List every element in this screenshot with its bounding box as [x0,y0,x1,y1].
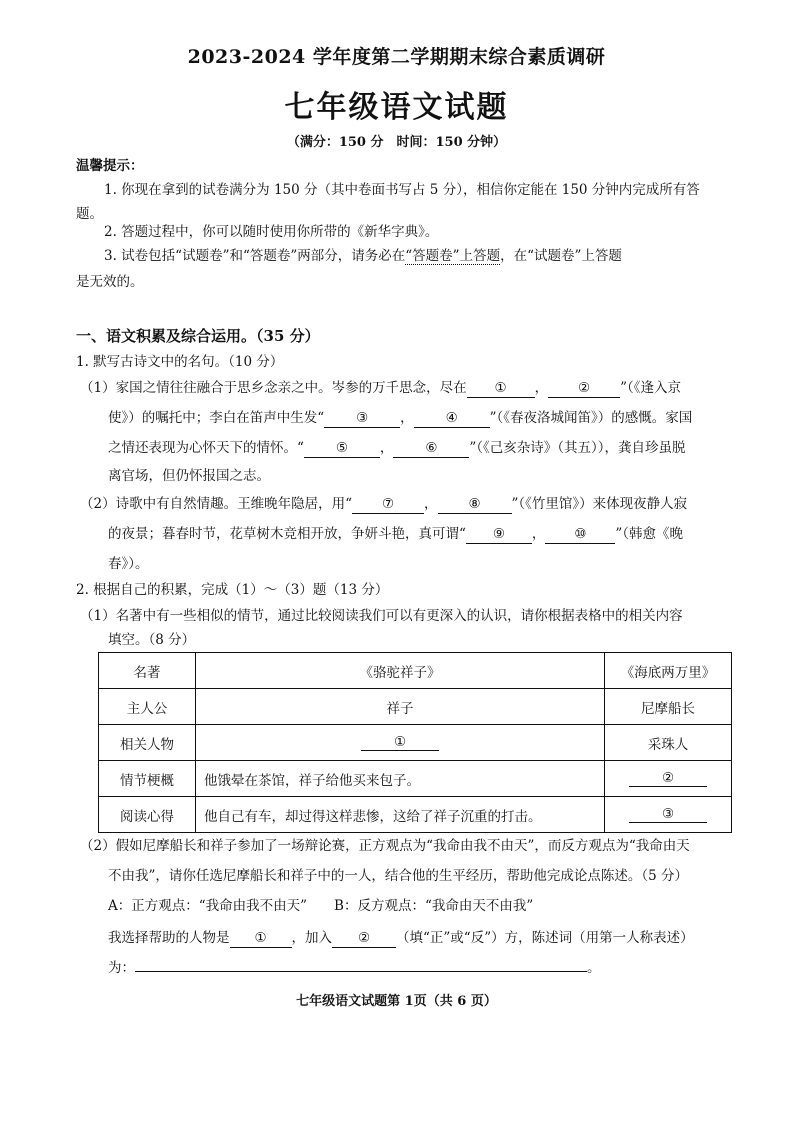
novel-comparison-table [98,652,732,833]
table-cell [605,797,732,833]
notice-heading: 温馨提示： [76,158,144,174]
exam-title-line2: 七年级语文试题 [284,90,509,125]
table-row [99,689,732,725]
exam-title-line1: 2023-2024 学年度第二学期期末综合素质调研 [187,46,606,68]
table-header-cell: 《海底两万里》 [605,653,732,689]
q2-p2-line2: 不由我”，请你任选尼摩船长和祥子中的一人，结合他的生平经历，帮助他完成论点陈述。（5 分） [108,868,689,884]
blank-1[interactable]: ① [467,379,535,398]
q1-stem: 1. 默写古诗文中的名句。（10 分） [76,354,284,370]
notice-item-1-cont: 题。 [76,206,103,222]
table-cell: 他饿晕在茶馆，祥子给他买来包子。 [196,761,605,797]
table-cell: 尼摩船长 [605,689,732,725]
q1-p1-line3: 之情还表现为心怀天下的情怀。“ ⑤ ， ⑥ ”（《己亥杂诗》（其五）），龚自珍虽脱 [108,440,686,456]
emphasis-answer-sheet: “答题卷”上答题 [405,248,501,264]
blank-10[interactable]: ⑩ [545,525,615,544]
table-header-cell: 名著 [99,653,196,689]
table-row [99,797,732,833]
statement-answer-line[interactable] [135,971,587,972]
table-blank-1[interactable]: ① [361,734,439,751]
table-header-row [99,653,732,689]
table-cell: 采珠人 [605,725,732,761]
blank-5[interactable]: ⑤ [304,439,380,458]
q1-p2-line2: 的夜景；暮春时节，花草树木竞相开放，争妍斗艳，真可谓“ ⑨ ， ⑩ ”（韩愈《晚 [108,526,684,542]
character-choice-blank[interactable]: ① [230,929,292,948]
table-cell [605,761,732,797]
q2-p2-line5: 为： 。 [108,960,601,976]
table-row-label: 情节梗概 [99,761,196,797]
q2-stem: 2. 根据自己的积累，完成（1）～（3）题（13 分） [76,582,389,598]
blank-3[interactable]: ③ [324,409,400,428]
blank-8[interactable]: ⑧ [438,495,512,514]
blank-6[interactable]: ⑥ [393,439,469,458]
table-header-cell: 《骆驼祥子》 [196,653,605,689]
table-cell: 他自己有车，却过得这样悲惨，这给了祥子沉重的打击。 [196,797,605,833]
table-blank-3[interactable]: ③ [629,806,707,823]
q1-p1-line1: （1）家国之情往往融合于思乡念亲之中。岑参的万千思念，尽在 ① ， ② ”（《逢入京 [80,380,681,396]
q1-p2-line3: 春》）。 [108,556,149,572]
q1-p1-line4: 离官场，但仍怀报国之志。 [108,468,270,484]
table-row-label: 阅读心得 [99,797,196,833]
table-cell [196,725,605,761]
q2-p1-line2: 填空。（8 分） [108,632,196,648]
table-row [99,761,732,797]
section-heading: 一、语文积累及综合运用。（35 分） [76,327,320,345]
q1-p2-line1: （2）诗歌中有自然情趣。王维晚年隐居，用“ ⑦ ， ⑧ ”（《竹里馆》）来体现夜静人寂 [80,496,688,512]
notice-item-2: 2. 答题过程中，你可以随时使用你所带的《新华字典》。 [104,224,439,240]
exam-subtitle: （满分：150 分 时间：150 分钟） [286,135,507,150]
q2-p2-line1: （2）假如尼摩船长和祥子参加了一场辩论赛，正方观点为“我命由我不由天”，而反方观点为“我命由天 [80,838,690,854]
blank-7[interactable]: ⑦ [352,495,424,514]
blank-9[interactable]: ⑨ [466,525,532,544]
page-footer: 七年级语文试题第 1页（共 6 页） [296,994,497,1009]
table-row [99,725,732,761]
table-cell: 祥子 [196,689,605,725]
side-choice-blank[interactable]: ② [332,929,396,948]
notice-item-3-cont: 是无效的。 [76,274,144,290]
q2-p2-line3: A：正方观点：“我命由我不由天” B：反方观点：“我命由天不由我” [108,898,534,914]
q2-p1-line1: （1）名著中有一些相似的情节，通过比较阅读我们可以有更深入的认识，请你根据表格中的相关内容 [80,608,683,624]
blank-2[interactable]: ② [548,379,620,398]
q1-p1-line2: 使》）的嘱托中；李白在笛声中生发“ ③ ， ④ ”（《春夜洛城闻笛》）的感慨。家国 [108,410,693,426]
table-row-label: 相关人物 [99,725,196,761]
notice-item-1: 1. 你现在拿到的试卷满分为 150 分（其中卷面书写占 5 分），相信你定能在 150 分钟内完成所有答 [104,182,700,198]
table-row-label: 主人公 [99,689,196,725]
q2-p2-line4: 我选择帮助的人物是 ① ，加入 ② （填“正”或“反”）方，陈述词（用第一人称表述） [108,930,694,946]
table-blank-2[interactable]: ② [629,770,707,787]
blank-4[interactable]: ④ [414,409,490,428]
notice-item-3: 3. 试卷包括“试题卷”和“答题卷”两部分，请务必在“答题卷”上答题，在“试题卷”上答题 [104,248,622,264]
